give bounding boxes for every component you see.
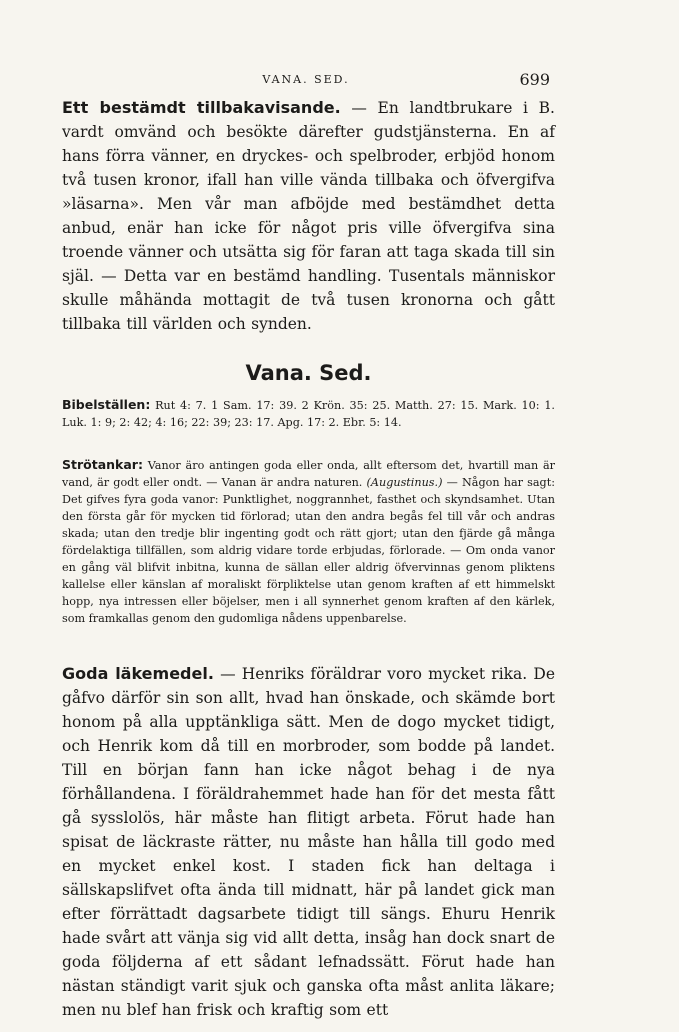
running-title: VANA. SED. bbox=[262, 73, 350, 86]
page-header bbox=[62, 70, 550, 92]
article-paragraph bbox=[62, 662, 555, 1022]
strotankar-text-1: Vanor äro antingen goda eller onda, allt eftersom det, hvartill man är vand, är godt eller ondt. — Vanan är andra naturen. bbox=[62, 459, 555, 489]
strotankar-block bbox=[62, 456, 555, 627]
bibelstallen-block bbox=[62, 396, 555, 431]
page-number: 699 bbox=[519, 70, 550, 89]
article-paragraph bbox=[62, 96, 555, 336]
strotankar-attribution: (Augustinus.) bbox=[366, 476, 443, 489]
article-heading: Goda läkemedel. bbox=[62, 664, 214, 683]
bibelstallen-label: Bibelställen: bbox=[62, 397, 151, 412]
article-body: — En landtbrukare i B. vardt omvänd och besökte därefter gudstjänsterna. En af hans förra vänner, en dryckes- och spelbroder, erbjöd honom två tusen kronor, ifall han ville vända tillbaka och öfvergifva »läsarna». Men vår man afböjde med bestämdhet detta anbud, enär han icke för något pris ville öfvergifva sina troende vänner och utsätta sig för faran att taga skada till sin själ. — Detta var en bestämd handling. Tusentals människor skulle måhända mottagit de två tusen kronorna och gått tillbaka till världen och synden. bbox=[62, 99, 555, 333]
article-tillbakavisande bbox=[62, 96, 555, 336]
bibelstallen-references: Rut 4: 7. 1 Sam. 17: 39. 2 Krön. 35: 25. Matth. 27: 15. Mark. 10: 1. Luk. 1: 9; 2: 42; 4: 16; 22: 39; 23: 17. Apg. 17: 2. Ebr. 5: 14. bbox=[62, 399, 555, 429]
section-title: Vana. Sed. bbox=[245, 361, 372, 385]
strotankar-paragraph bbox=[62, 456, 555, 627]
strotankar-label: Strötankar: bbox=[62, 457, 143, 472]
bibelstallen-paragraph bbox=[62, 396, 555, 431]
article-body: — Henriks föräldrar voro mycket rika. De gåfvo därför sin son allt, hvad han önskade, och skämde bort honom på alla upptänkliga sätt. Men de dogo mycket tidigt, och Henrik kom då till en morbroder, som bodde på landet. Till en början fann han icke något behag i de nya förhållandena. I föräldrahemmet hade han för det mesta fått gå sysslolös, här måste han flitigt arbeta. Förut hade han spisat de läckraste rätter, nu måste han hålla till godo med en mycket enkel kost. I staden fick han deltaga i sällskapslifvet ofta ända till midnatt, här på landet gick man efter förrättadt dagsarbete tidigt till sängs. Ehuru Henrik hade svårt att vänja sig vid allt detta, insåg han dock snart de goda följderna af ett sådant lefnadssätt. Förut hade han nästan ständigt varit sjuk och ganska ofta måst anlita läkare; men nu blef han frisk och kraftig som ett bbox=[62, 665, 555, 1019]
article-heading: Ett bestämdt tillbakavisande. bbox=[62, 98, 341, 117]
article-lakemedel bbox=[62, 662, 555, 1022]
strotankar-text-2: — Någon har sagt: Det gifves fyra goda vanor: Punktlighet, noggrannhet, fasthet och skyndsamhet. Utan den första går för mycken tid förlorad; utan den andra begås fel till vår och andras skada; utan den tredje blir ingenting godt och rätt gjort; utan den fjärde gå många fördelaktiga tillfällen, som aldrig vidare torde erbjudas, förlorade. — Om onda vanor en gång väl blifvit inbitna, kunna de sällan eller aldrig öfvervinnas genom pliktens kallelse eller känslan af moraliskt förpliktelse utan genom kraften af ett himmelskt hopp, nya intressen eller böjelser, men i all synnerhet genom kraften af den kärlek, som framkallas genom den gudomliga nådens uppenbarelse. bbox=[62, 476, 555, 625]
